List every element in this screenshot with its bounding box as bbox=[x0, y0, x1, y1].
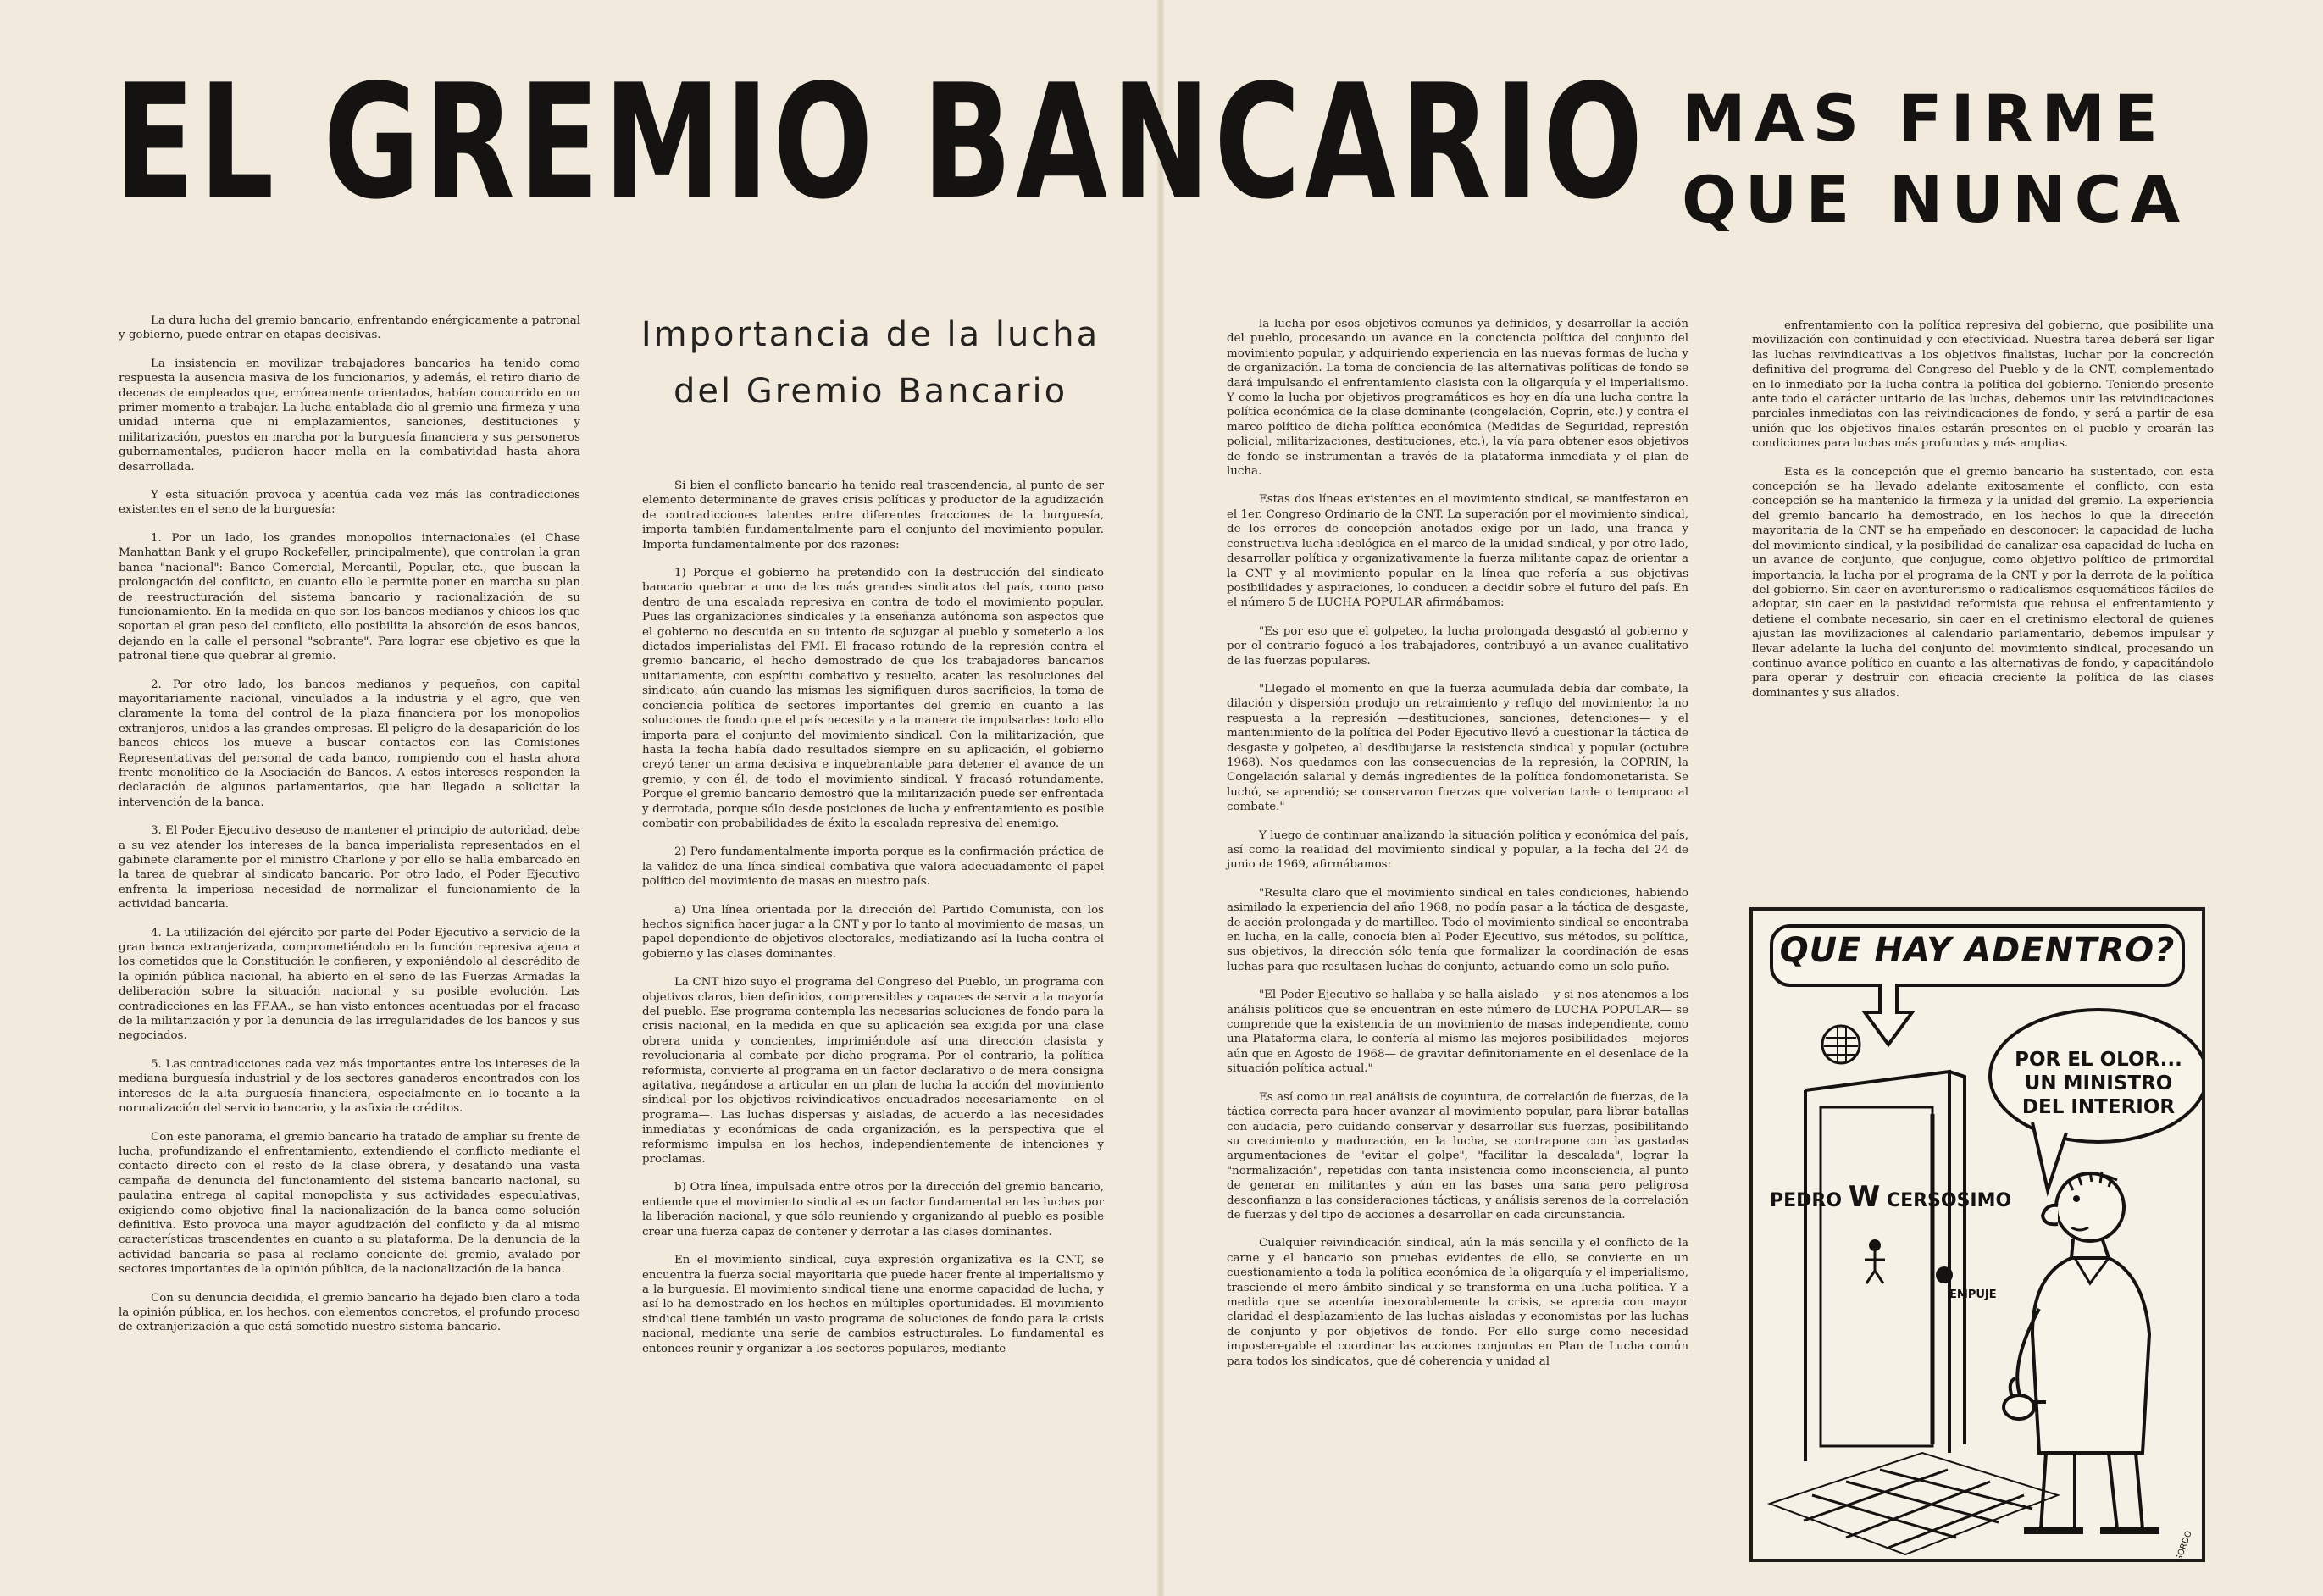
paragraph: enfrentamiento con la política represiva del gobierno, que posibilite una movilización con continuidad y con efectividad. Nuestra tarea deberá ser ligar las luchas reivindicativas a los objetivos finalistas, luchar por la concreción definitiva del programa del Congreso del Pueblo y de la CNT, complementado en lo inmediato por la lucha contra la política del gobierno. Teniendo presente ante todo el carácter unitario de las luchas, debemos unir las reivindicaciones parciales inmediatas con las reivindicaciones de fondo, y será a partir de esa unión que los objetivos finales estarán presentes en el pueblo y crearán las condiciones para luchas más profundas y más amplias. bbox=[1752, 319, 2214, 451]
door-nameplate bbox=[1770, 1180, 2041, 1214]
speech-line-1: POR EL OLOR... bbox=[2015, 1049, 2182, 1071]
paragraph: Con este panorama, el gremio bancario ha tratado de ampliar su frente de lucha, profundizando el enfrentamiento, extendiendo el conflicto mediante el contacto directo con el resto de la clase obrera, y desatando una vasta campaña de denuncia del funcionamiento del sistema bancario nacional, su paulatina entrega al capital monopolista y sus actividades especulativas, exigiendo como objetivo final la nacionalización de la banca como solución definitiva. Esto provoca una mayor agudización del conflicto y da al mismo características trascendentes en cuanto a su plataforma. De la denuncia de la actividad bancaria se pasa al reclamo conciente del gremio, avalado por sectores importantes de la opinión pública, de la nacionalización de la banca. bbox=[119, 1130, 580, 1277]
character-body bbox=[2032, 1258, 2149, 1453]
article-column-2 bbox=[642, 479, 1104, 1370]
paragraph: Estas dos líneas existentes en el movimiento sindical, se manifestaron en el 1er. Congreso Ordinario de la CNT. La superación por el movimiento sindical, de los errores de concepción anotados exige por un lado, una franca y constructiva lucha ideológica en el marco de la unidad sindical, y por otro lado, desarrollar política y organizativamente la fuerza militante capaz de orientar a la CNT y al movimiento popular en la línea que refería a sus objetivas posibilidades y aspiraciones, lo conducen a decidir sobre el futuro del país. En el número 5 de LUCHA POPULAR afirmábamos: bbox=[1227, 493, 1688, 610]
paragraph: La CNT hizo suyo el programa del Congreso del Pueblo, un programa con objetivos claros, bien definidos, comprensibles y capaces de servir a la mayoría del pueblo. Ese programa contempla las necesarias soluciones de fondo para la crisis nacional, en la medida en que su aplicación sea exigida por una clase obrera unida y concientes, imprimiéndole así una dirección clasista y revolucionaria al combate por dicho programa. Por el contrario, la política reformista, convierte al programa en un factor declarativo o de mera consigna agitativa, negándose a articular en un plan de lucha la acción del movimiento sindical por los objetivos reivindicativos encuadrados necesariamente —en el programa—. Las luchas dispersas y aisladas, de acuerdo a las necesidades inmediatas y económicas de cada organización, es la perspectiva que el reformismo impulsa en los hechos, independientemente de intenciones y proclamas. bbox=[642, 976, 1104, 1167]
paragraph: Esta es la concepción que el gremio bancario ha sustentado, con esta concepción se ha llevado adelante exitosamente el conflicto, con esta concepción se ha mantenido la firmeza y la unidad del gremio. La experiencia del gremio bancario ha demostrado, en los hechos lo que la dirección mayoritaria de la CNT se ha empeñado en desconocer: la capacidad de lucha del movimiento sindical, y la posibilidad de canalizar esa capacidad de lucha en un avance de conjunto, que conjugue, como objetivo político de primordial importancia, la lucha por el programa de la CNT y por la derrota de la política del gobierno. Sin caer en aventurerismo o radicalismos esquemáticos fáciles de adoptar, sin caer en la pasividad reformista que rehusa el enfrentamiento y detiene el combate necesario, sin caer en el cretinismo electoral de quienes ajustan las movilizaciones al calendario parlamentario, debemos impulsar y llevar adelante la lucha del conjunto del movimiento sindical, procesando un continuo avance político en cuanto a las alternativas de fondo, y capacitándolo para operar y destruir con eficacia creciente la política de las clases dominantes y sus aliados. bbox=[1752, 465, 2214, 700]
cartoon-speech bbox=[2000, 1048, 2197, 1119]
character-eye bbox=[2073, 1195, 2080, 1202]
paragraph: "Llegado el momento en que la fuerza acumulada debía dar combate, la dilación y dispersión produjo un retraimiento y reflujo del movimiento; la no respuesta a la represión —destituciones, sanciones, detenciones— y el mantenimiento de la política del Poder Ejecutivo llevó a cuestionar la táctica de desgaste y golpeteo, al desdibujarse la resistencia sindical y popular (octubre 1968). Nos quedamos con las consecuencias de la represión, la COPRIN, la Congelación salarial y demás ingredientes de la política fondomonetarista. Se luchó, se aprendió; se conservaron fuerzas que volverían tarde o temprano al combate." bbox=[1227, 682, 1688, 814]
door-push-sign: EMPUJE bbox=[1949, 1288, 1997, 1301]
door-name-initial: W bbox=[1848, 1180, 1881, 1214]
paragraph: 2) Pero fundamentalmente importa porque es la confirmación práctica de la validez de una línea sindical combativa que valora adecuadamente el papel político del movimiento de masas en nuestro país. bbox=[642, 845, 1104, 889]
door-name-prefix: PEDRO bbox=[1770, 1190, 1843, 1211]
paragraph: "El Poder Ejecutivo se hallaba y se halla aislado —y si nos atenemos a los análisis políticos que se encuentran en este número de LUCHA POPULAR— se comprende que la existencia de un movimiento de masas independiente, como una Plataforma clara, le confería al mismo las mejores posibilidades —mejores aún que en Agosto de 1968— de gravitar definitoriamente en el desenlace de la situación política actual." bbox=[1227, 989, 1688, 1076]
door-name-surname: CERSÓSIMO bbox=[1886, 1190, 2012, 1211]
cartoon-drawing bbox=[1753, 911, 2202, 1559]
paragraph: Es así como un real análisis de coyuntura, de correlación de fuerzas, de la táctica correcta para hacer avanzar al movimiento popular, para librar batallas con audacia, pero cuidando conservar y desarrollar sus fuerzas, posibilitando su crecimiento y maduración, en la lucha, se contrapone con las gastadas argumentaciones de "evitar el golpe", "facilitar la descalada", lograr la "normalización", repetidas con tanta insistencia como inconsciencia, al punto de generar en militantes y aún en las bases una sana pero peligrosa desconfianza a las consideraciones tácticas, y análisis serenos de la correlación de fuerzas y del tipo de acciones a desarrollar en cada circunstancia. bbox=[1227, 1090, 1688, 1222]
subheadline bbox=[1682, 78, 2224, 241]
paragraph: En el movimiento sindical, cuya expresión organizativa es la CNT, se encuentra la fuerza social mayoritaria que puede hacer frente al imperialismo y a la burguesía. El movimiento sindical tiene una enorme capacidad de lucha, y así lo ha demostrado en los hechos en múltiples oportunidades. El movimiento sindical tiene también un vasto programa de soluciones de fondo para la crisis nacional, mediante una serie de cambios estructurales. Lo fundamental es entonces reunir y organizar a los sectores populares, mediante bbox=[642, 1254, 1104, 1355]
paragraph: "Es por eso que el golpeteo, la lucha prolongada desgastó al gobierno y por el contrario fogueó a los trabajadores, contribuyó a un avance cualitativo de las fuerzas populares. bbox=[1227, 624, 1688, 668]
paragraph: Cualquier reivindicación sindical, aún la más sencilla y el conflicto de la carne y el bancario son pruebas evidentes de ello, se convierte en un cuestionamiento a toda la política económica de la oligarquía y el imperialismo, trasciende el mero ámbito sindical y se transforma en una lucha política. Y a medida que se acentúa inexorablemente la crisis, se aprecia con mayor claridad el desplazamiento de las luchas aisladas y economistas por las luchas de conjunto y por objetivos de fondo. Por ello surge como necesidad imposteregable el coordinar las acciones conjuntas en Plan de Lucha común para todos los sindicatos, que dé coherencia y unidad al bbox=[1227, 1237, 1688, 1368]
subheadline-line-2: QUE NUNCA bbox=[1682, 162, 2189, 237]
speech-line-3: DEL INTERIOR bbox=[2021, 1096, 2176, 1118]
article-column-4 bbox=[1752, 319, 2214, 714]
political-cartoon bbox=[1749, 907, 2205, 1562]
article-column-1 bbox=[119, 313, 580, 1349]
door bbox=[1821, 1107, 1932, 1446]
paragraph: b) Otra línea, impulsada entre otros por la dirección del gremio bancario, entiende que el movimiento sindical es un factor fundamental en las luchas por la liberación nacional, y que sólo reuniendo y organizando al pueblo es posible crear una fuerza capaz de contener y derrotar a las clases dominantes. bbox=[642, 1181, 1104, 1239]
article-column-3 bbox=[1227, 317, 1688, 1383]
lamp-icon bbox=[1822, 1026, 1860, 1063]
speech-line-2: UN MINISTRO bbox=[2024, 1072, 2173, 1094]
character-nose bbox=[2043, 1205, 2058, 1225]
doorknob-icon bbox=[1936, 1266, 1953, 1283]
paragraph: Y luego de continuar analizando la situación política y económica del país, así como la realidad del movimiento sindical y popular, a la fecha del 24 de junio de 1969, afirmábamos: bbox=[1227, 828, 1688, 872]
paragraph: La dura lucha del gremio bancario, enfrentando enérgicamente a patronal y gobierno, puede entrar en etapas decisivas. bbox=[119, 314, 580, 342]
paragraph: 1) Porque el gobierno ha pretendido con la destrucción del sindicato bancario quebrar a uno de los más grandes sindicatos del país, como paso dentro de una escalada represiva en contra de todo el movimiento popular. Pues las organizaciones sindicales y la enseñanza autónoma son aspectos que el gobierno no descuida en su intento de sojuzgar al pueblo y someterlo a los dictados imperialistas del FMI. El fracaso rotundo de la represión contra el gremio bancario, el hecho demostrado de que los trabajadores bancarios unitariamente, con espíritu combativo y resuelto, acaten las resoluciones del sindicato, aún cuando las mismas les signifiquen duros sacrificios, la toma de conciencia política de sectores importantes del gremio en cuanto a las soluciones de fondo que el país necesita y a la manera de impulsarlas: todo ello importa para el conjunto del movimiento sindical. Con la militarización, que hasta la fecha había dado resultados siempre en su aplicación, el gobierno creyó tener un arma decisiva e inquebrantable para detener el avance de un gremio, y con él, de todo el movimiento sindical. Y fracasó rotundamente. Porque el gremio bancario demostró que la militarización puede ser enfrentada y derrotada, porque sólo desde posiciones de lucha y enfrentamiento es posible combatir con probabilidades de éxito la escalada represiva del enemigo. bbox=[642, 567, 1104, 830]
paragraph: 3. El Poder Ejecutivo deseoso de mantener el principio de autoridad, debe a su vez atender los intereses de la banca imperialista representados en el gabinete claramente por el ministro Charlone y por ello se halla embarcado en la tarea de quebrar al sindicato bancario. Por otro lado, el Poder Ejecutivo enfrenta la imperiosa necesidad de normalizar el funcionamiento de la actividad bancaria. bbox=[119, 824, 580, 912]
section-title-line-2: del Gremio Bancario bbox=[673, 372, 1068, 411]
paragraph: a) Una línea orientada por la dirección del Partido Comunista, con los hechos significa hacer jugar a la CNT y por lo tanto al movimiento de masas, un papel dependiente de objetivos electorales, mediatizando así la lucha contra el gobierno y las clases dominantes. bbox=[642, 903, 1104, 961]
cartoon-title: QUE HAY ADENTRO? bbox=[1779, 931, 2176, 970]
paragraph: La insistencia en movilizar trabajadores bancarios ha tenido como respuesta la ausencia masiva de los funcionarios, y además, el retiro diario de decenas de empleados que, erróneamente orientados, habían concurrido en un primer momento a trabajar. La lucha entablada dio al gremio una firmeza y una unidad interna que ni emplazamientos, sanciones, destituciones y militarización, puestos en marcha por la burguesía financiera y sus personeros gubernamentales, pudieron hacer mella en la combatividad hasta ahora desarrollada. bbox=[119, 357, 580, 474]
paragraph: Si bien el conflicto bancario ha tenido real trascendencia, al punto de ser elemento determinante de graves crisis políticas y productor de la agudización de contradicciones latentes entre diferentes fracciones de la burguesía, importa también fundamentalmente para el conjunto del movimiento popular. Importa fundamentalmente por dos razones: bbox=[642, 479, 1104, 551]
paragraph: la lucha por esos objetivos comunes ya definidos, y desarrollar la acción del pueblo, procesando un avance en la conciencia política del conjunto del movimiento popular, y adquiriendo experiencia en las nuevas formas de lucha y de organización. La toma de conciencia de las alternativas políticas de fondo se dará impulsando el enfrentamiento clasista con la oligarquía y el imperialismo. Y como la lucha por objetivos programáticos es hoy en día una lucha contra la política económica de la clase dominante (congelación, Coprin, etc.) y contra el marco político de dicha política económica (Medidas de Seguridad, represión policial, militarizaciones, destituciones, etc.), la vía para obtener esos objetivos de fondo se instrumentan a través de la plataforma inmediata y el plan de lucha. bbox=[1227, 318, 1688, 479]
paragraph: 2. Por otro lado, los bancos medianos y pequeños, con capital mayoritariamente nacional, vinculados a la industria y el agro, que ven claramente la toma del control de la plaza financiera por los monopolios extranjeros, unidos a las grandes empresas. El peligro de la desaparición de los bancos chicos los mueve a buscar contactos con las Comisiones Representativas del personal de cada banco, rompiendo con el hasta ahora frente monolítico de la Asociación de Bancos. A estos intereses responden la declaración de algunos parlamentarios, que han llegado a solicitar la intervención de la banca. bbox=[119, 678, 580, 809]
figure-head-icon bbox=[1869, 1239, 1881, 1251]
character-legs bbox=[2041, 1453, 2143, 1529]
paragraph: "Resulta claro que el movimiento sindical en tales condiciones, habiendo asimilado la experiencia del año 1968, no podía pasar a la táctica de desgaste, de acción prolongada y de martilleo. Todo el movimiento sindical se encontraba en lucha, en la calle, conocía bien al Poder Ejecutivo, sus métodos, su política, sus objetivos, la dirección sólo tenía que formalizar la coordinación de esas luchas para que resultasen luchas de conjunto, actuando como un solo puño. bbox=[1227, 886, 1688, 973]
section-title-line-1: Importancia de la lucha bbox=[640, 315, 1101, 354]
character-hand bbox=[2004, 1395, 2034, 1419]
cartoonist-signature: GORDO bbox=[2174, 1529, 2194, 1564]
section-title bbox=[618, 307, 1123, 420]
paragraph: 1. Por un lado, los grandes monopolios internacionales (el Chase Manhattan Bank y el grupo Rockefeller, principalmente), que controlan la gran banca "nacional": Banco Comercial, Mercantil, Popular, etc., que buscan la prolongación del conflicto, en cuanto ello le permite poner en marcha su plan de reestructuración del sistema bancario y racionalización de su funcionamiento. En la medida en que son los bancos medianos y chicos los que soportan el gran peso del conflicto, ello posibilita la absorción de esos bancos, dejando en la calle el personal "sobrante". Para lograr ese objetivo es que la patronal tiene que quebrar al gremio. bbox=[119, 531, 580, 663]
paragraph: Y esta situación provoca y acentúa cada vez más las contradicciones existentes en el seno de la burguesía: bbox=[119, 489, 580, 517]
paragraph: 4. La utilización del ejército por parte del Poder Ejecutivo a servicio de la gran banca extranjerizada, comprometiéndolo en la función represiva ajena a los cometidos que la Constitución le confieren, y exponiéndolo al descrédito de la opinión pública nacional, ha abierto en el seno de las Fuerzas Armadas la deliberación sobre la situación nacional y su posible evolución. Las contradicciones en las FF.AA., se han visto entonces acentuadas por el fracaso de la militarización y por la denuncia de las irregularidades de los bancos y sus negociados. bbox=[119, 926, 580, 1043]
paragraph: Con su denuncia decidida, el gremio bancario ha dejado bien claro a toda la opinión pública, en los hechos, con elementos concretos, el profundo proceso de extranjerización a que está sometido nuestro sistema bancario. bbox=[119, 1291, 580, 1334]
arrow-icon bbox=[1865, 984, 1912, 1045]
subheadline-line-1: MAS FIRME bbox=[1682, 80, 2166, 156]
page-fold bbox=[1157, 0, 1164, 1596]
door-frame bbox=[1805, 1072, 1965, 1461]
paragraph: 5. Las contradicciones cada vez más importantes entre los intereses de la mediana burguesía industrial y de los sectores ganaderos encontrados con los intereses de la alta burguesía financiera, especialmente en lo tocante a la normalización del servicio bancario, y la asfixia de créditos. bbox=[119, 1057, 580, 1116]
figure-body-icon bbox=[1865, 1251, 1885, 1283]
headline: EL GREMIO BANCARIO bbox=[114, 50, 1648, 234]
